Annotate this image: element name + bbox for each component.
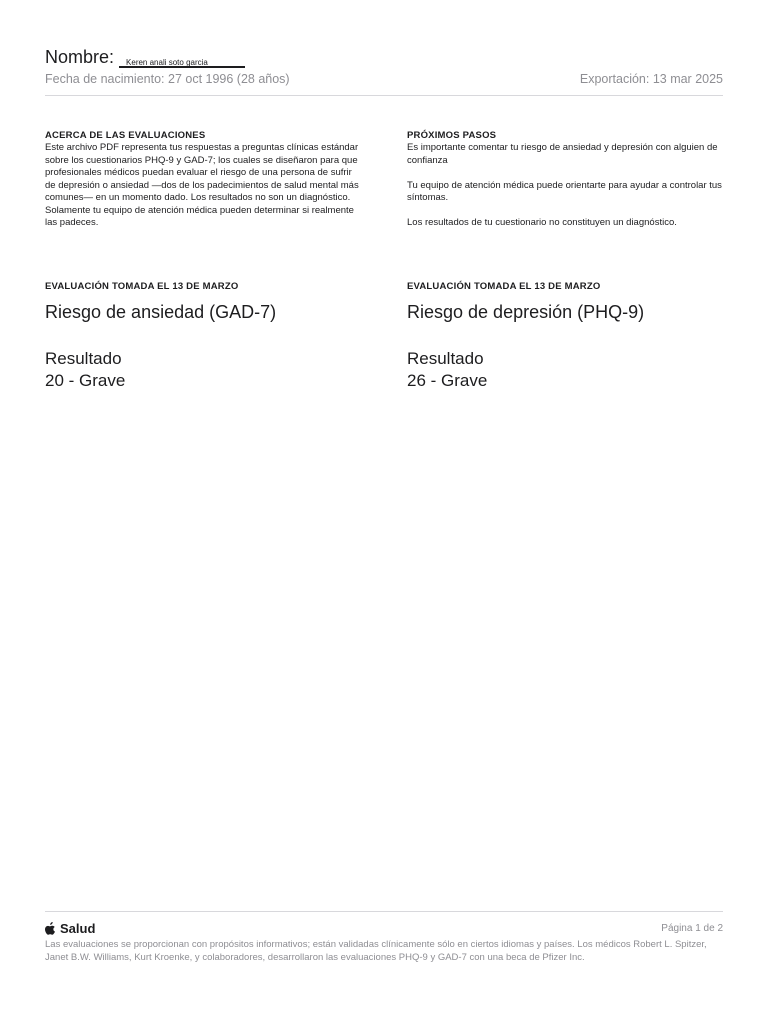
result-label: Resultado — [407, 349, 484, 368]
brand-name: Salud — [60, 920, 96, 936]
name-row — [45, 44, 723, 68]
next-steps-paragraph: Los resultados de tu cuestionario no constituyen un diagnóstico. — [407, 217, 677, 228]
about-heading: ACERCA DE LAS EVALUACIONES — [45, 130, 206, 141]
anxiety-evaluation — [45, 280, 361, 392]
disclaimer: Las evaluaciones se proporcionan con propósitos informativos; están validadas clínicamente sólo en ciertos idiomas y países. Los médicos Robert L. Spitzer, Janet B.W. Williams, Kurt Kroenke, y colaboradores, desarrollaron las evaluaciones PHQ-9 y GAD-7 con una beca de Pfizer Inc. — [45, 939, 707, 963]
evaluation-date: EVALUACIÓN TOMADA EL 13 DE MARZO — [407, 281, 601, 292]
result-value: 20 - Grave — [45, 371, 126, 390]
about-text: Este archivo PDF representa tus respuestas a preguntas clínicas estándar sobre los cuestionarios PHQ-9 y GAD-7; los cuales se diseñaron para que profesionales médicos puedan evaluar el riesgo de una persona de sufrir de depresión o ansiedad —dos de los padecimientos de salud mental más comunes— en un momento dado. Los resultados no son un diagnóstico. Solamente tu equipo de atención médica pueden determinar si realmente las padeces. — [45, 142, 359, 228]
apple-icon — [45, 922, 56, 935]
header-divider — [45, 95, 723, 96]
about-section — [45, 129, 361, 230]
next-steps-section — [407, 129, 723, 230]
evaluation-title: Riesgo de ansiedad (GAD-7) — [45, 302, 277, 322]
meta-row — [45, 70, 723, 88]
name-value: Keren anali soto garcia — [126, 58, 208, 67]
name-field — [119, 48, 245, 68]
result-value: 26 - Grave — [407, 371, 488, 390]
depression-evaluation — [407, 280, 723, 392]
export-date: Exportación: 13 mar 2025 — [579, 72, 723, 86]
evaluation-title: Riesgo de depresión (PHQ-9) — [407, 302, 645, 322]
page-number: Página 1 de 2 — [661, 922, 723, 934]
next-steps-paragraph: Tu equipo de atención médica puede orientarte para ayudar a controlar tus síntomas. — [407, 179, 722, 203]
document-header — [45, 44, 723, 88]
footer-divider — [45, 911, 723, 912]
next-steps-heading: PRÓXIMOS PASOS — [407, 130, 497, 141]
document-footer — [45, 918, 723, 964]
name-label: Nombre: — [45, 47, 115, 67]
evaluation-date: EVALUACIÓN TOMADA EL 13 DE MARZO — [45, 281, 239, 292]
footer-row — [45, 918, 723, 938]
brand — [45, 921, 95, 936]
result-label: Resultado — [45, 349, 122, 368]
next-steps-paragraph: Es importante comentar tu riesgo de ansiedad y depresión con alguien de confianza — [407, 142, 718, 166]
birth-date: Fecha de nacimiento: 27 oct 1996 (28 años) — [45, 72, 290, 86]
